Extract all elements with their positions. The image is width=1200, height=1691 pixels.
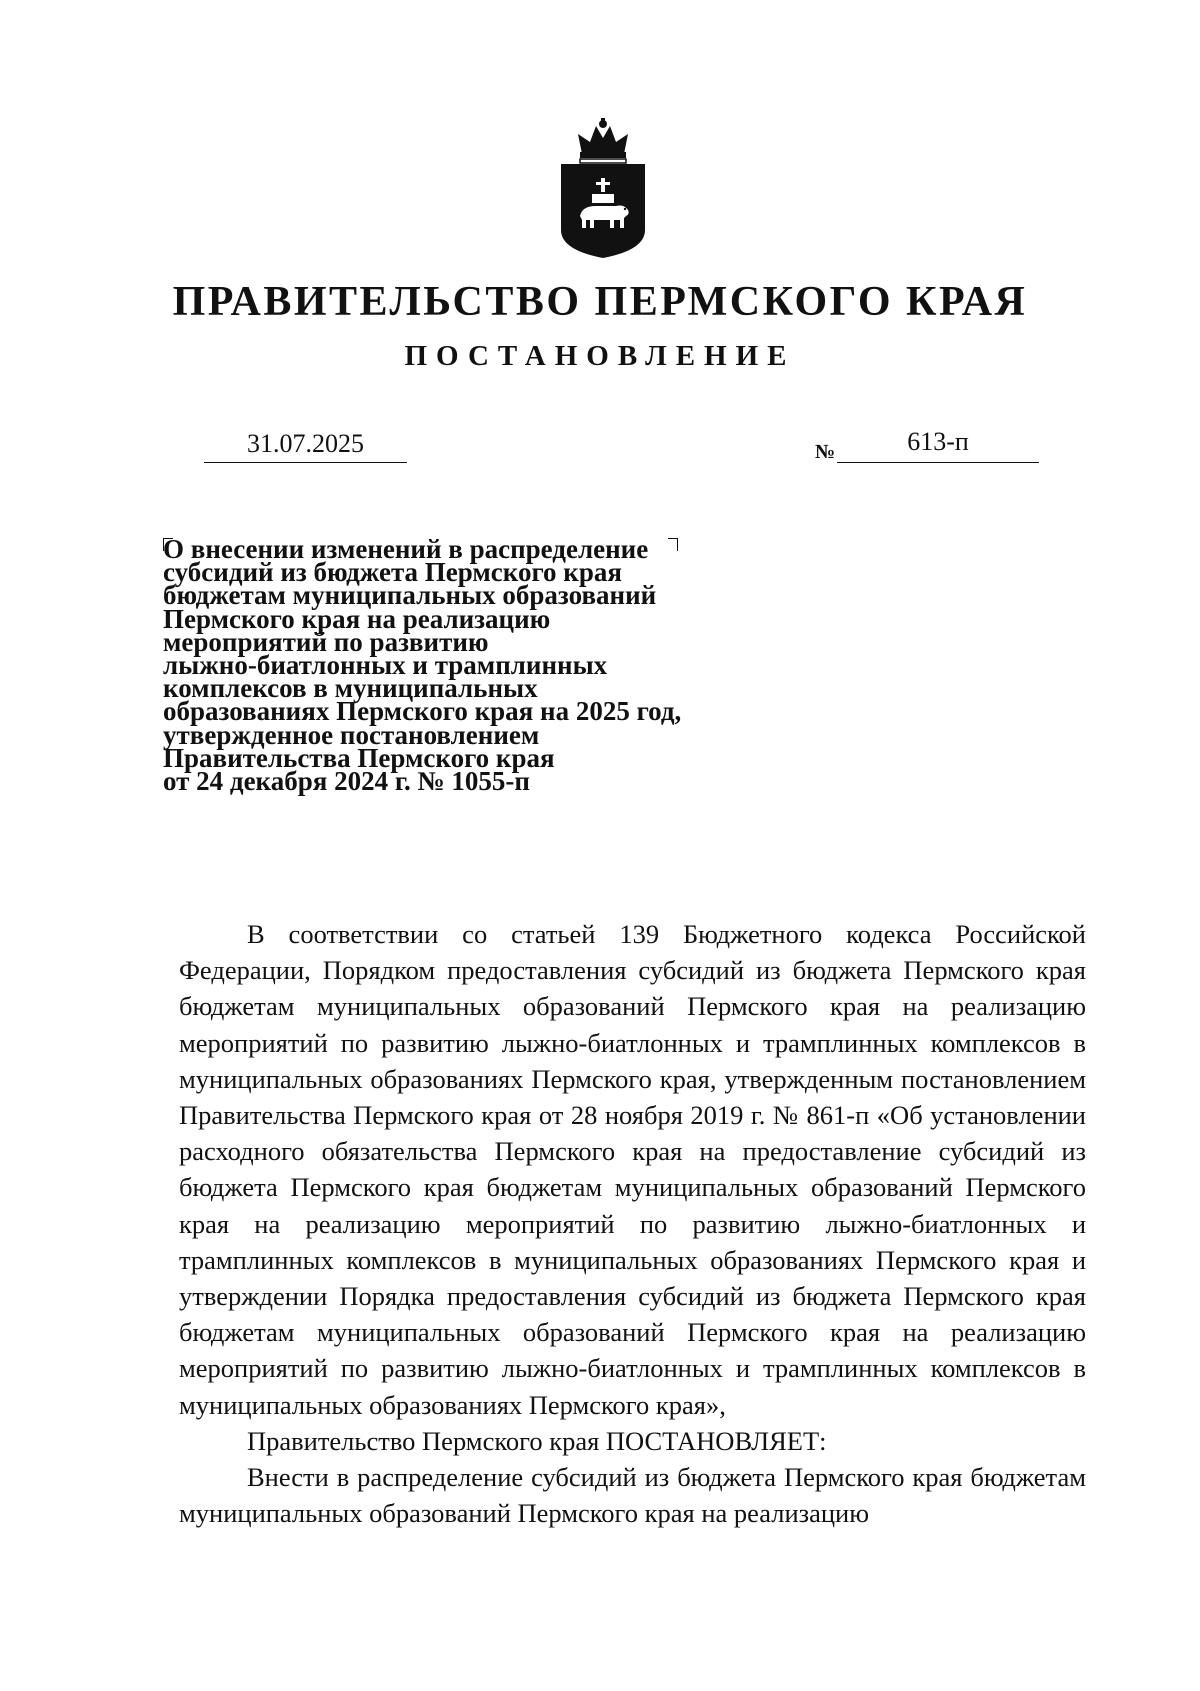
- subject-line: комплексов в муниципальных: [163, 673, 538, 704]
- document-date: 31.07.2025: [204, 426, 407, 463]
- subject-corner-mark-left: [163, 538, 173, 551]
- subject-line: Правительства Пермского края: [163, 742, 555, 773]
- body-paragraph-legal-basis: В соответствии со статьей 139 Бюджетного кодекса Российской Федерации, Порядком предоставления субсидий из бюджета Пермского края бюджетам муниципальных образований Пермского края на реализацию мероприятий по развитию лыжно-биатлонных и трамплинных комплексов в муниципальных образованиях Пермского края, утвержденным постановлением Правительства Пермского края от 28 ноября 2019 г. № 861-п «Об установлении расходного обязательства Пермского края на предоставление субсидий из бюджета Пермского края бюджетам муниципальных образований Пермского края на реализацию мероприятий по развитию лыжно-биатлонных и трамплинных комплексов в муниципальных образованиях Пермского края и утверждении Порядка предоставления субсидий из бюджета Пермского края бюджетам муниципальных образований Пермского края на реализацию мероприятий по развитию лыжно-биатлонных и трамплинных комплексов в муниципальных образованиях Пермского края»,: [179, 919, 1086, 1420]
- subject-corner-mark-right: [668, 538, 678, 551]
- subject-line: бюджетам муниципальных образований: [163, 580, 657, 611]
- coat-of-arms-icon: [558, 118, 648, 258]
- document-number: 613-п: [837, 424, 1039, 463]
- subject-line: мероприятий по развитию: [163, 626, 489, 657]
- subject-line: лыжно-биатлонных и трамплинных: [163, 650, 608, 681]
- document-body: [179, 916, 1086, 1531]
- body-paragraph-amendment: Внести в распределение субсидий из бюджета Пермского края бюджетам муниципальных образований Пермского края на реализацию: [179, 1462, 1086, 1529]
- document-subject: [163, 534, 723, 797]
- subject-line: утвержденное постановлением: [163, 719, 540, 750]
- subject-line: от 24 декабря 2024 г. № 1055-п: [163, 766, 530, 797]
- subject-line: субсидий из бюджета Пермского края: [163, 557, 622, 588]
- subject-line: образованиях Пермского края на 2025 год,: [163, 696, 682, 727]
- document-type-title: ПОСТАНОВЛЕНИЕ: [404, 340, 796, 372]
- body-paragraph-resolution: Правительство Пермского края ПОСТАНОВЛЯЕТ:: [247, 1425, 827, 1456]
- subject-line: О внесении изменений в распределение: [163, 534, 649, 564]
- organization-title: ПРАВИТЕЛЬСТВО ПЕРМСКОГО КРАЯ: [172, 279, 1028, 325]
- subject-line: Пермского края на реализацию: [163, 603, 551, 634]
- document-number-label: №: [815, 441, 836, 463]
